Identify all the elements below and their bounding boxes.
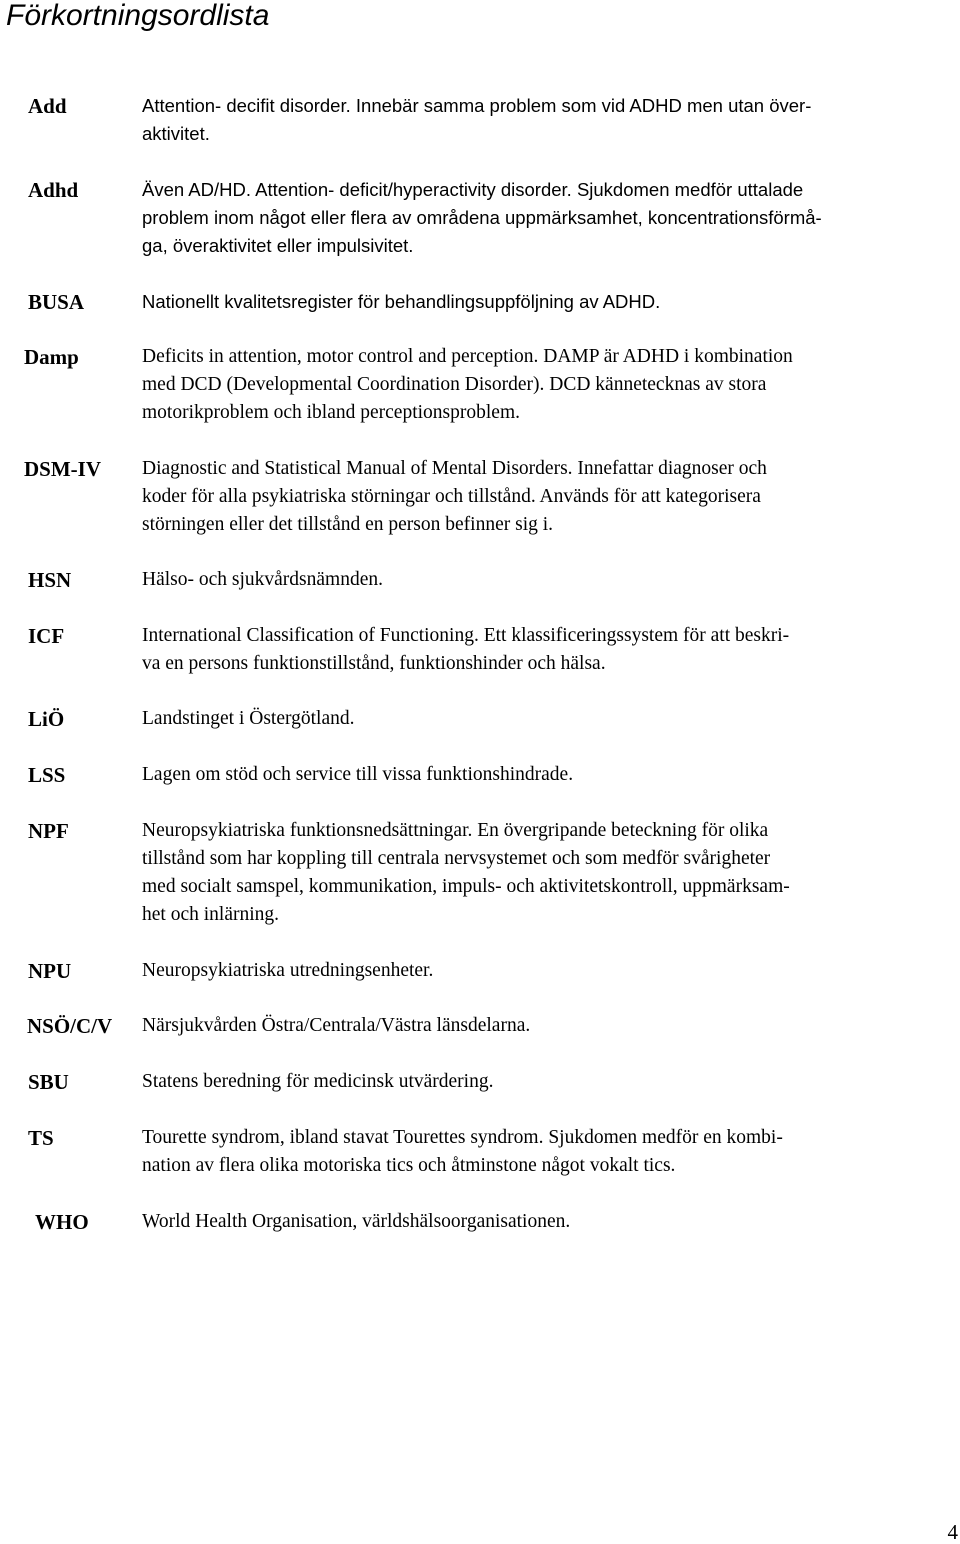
definition-line: motorikproblem och ibland perceptionsproblem.: [142, 402, 520, 423]
term-damp: Damp: [24, 345, 79, 369]
definition-line: International Classification of Functioning. Ett klassificeringssystem för att beskri-: [142, 625, 790, 646]
definition-line: Landstinget i Östergötland.: [142, 708, 355, 729]
definition-line: med DCD (Developmental Coordination Disorder). DCD kännetecknas av stora: [142, 374, 767, 395]
term-hsn: HSN: [28, 568, 72, 592]
definition-npu: [142, 957, 958, 985]
definition-line: Attention- decifit disorder. Innebär samma problem som vid ADHD men utan över-: [142, 95, 812, 116]
definition-line: ga, överaktivitet eller impulsivitet.: [142, 235, 414, 256]
term-npf: NPF: [28, 819, 69, 843]
definition-line: koder för alla psykiatriska störningar och tillstånd. Används för att kategorisera: [142, 486, 761, 507]
definition-line: störningen eller det tillstånd en person befinner sig i.: [142, 514, 554, 535]
term-adhd: Adhd: [28, 178, 79, 202]
definition-line: Hälso- och sjukvårdsnämnden.: [142, 569, 383, 590]
term-nso-c-v: NSÖ/C/V: [27, 1014, 113, 1038]
term-lio: LiÖ: [28, 707, 65, 731]
definition-who: [142, 1208, 958, 1236]
term-icf: ICF: [28, 624, 65, 648]
definition-line: med socialt samspel, kommunikation, impuls- och aktivitetskontroll, uppmärksam-: [142, 876, 790, 897]
definition-busa: [142, 288, 958, 316]
term-ts: TS: [28, 1126, 54, 1150]
definition-dsm-iv: [142, 455, 958, 539]
page-title: Förkortningsordlista: [6, 0, 270, 32]
definition-adhd: [142, 176, 958, 260]
definition-line: het och inlärning.: [142, 904, 280, 925]
definition-line: Diagnostic and Statistical Manual of Mental Disorders. Innefattar diagnoser och: [142, 458, 767, 479]
definition-hsn: [142, 566, 958, 594]
definition-line: Tourette syndrom, ibland stavat Tourettes syndrom. Sjukdomen medför en kombi-: [142, 1127, 783, 1148]
term-sbu: SBU: [28, 1070, 69, 1094]
term-dsm-iv: DSM-IV: [24, 457, 101, 481]
definition-sbu: [142, 1068, 958, 1096]
definition-line: Deficits in attention, motor control and perception. DAMP är ADHD i kombination: [142, 346, 793, 367]
definition-line: Nationellt kvalitetsregister för behandlingsuppföljning av ADHD.: [142, 291, 661, 312]
definition-line: Närsjukvården Östra/Centrala/Västra länsdelarna.: [142, 1015, 531, 1036]
definition-line: tillstånd som har koppling till centrala nervsystemet och som medför svårigheter: [142, 848, 771, 869]
definition-line: Neuropsykiatriska funktionsnedsättningar. En övergripande beteckning för olika: [142, 820, 769, 841]
definition-line: Neuropsykiatriska utredningsenheter.: [142, 960, 434, 981]
term-lss: LSS: [28, 763, 66, 787]
definition-add: [142, 92, 958, 148]
definition-damp: [142, 343, 958, 427]
definition-icf: [142, 622, 958, 678]
definition-ts: [142, 1124, 958, 1180]
term-who: WHO: [35, 1210, 89, 1234]
definition-line: World Health Organisation, världshälsoorganisationen.: [142, 1211, 571, 1232]
term-add: Add: [28, 94, 67, 118]
definition-line: problem inom något eller flera av områdena uppmärksamhet, koncentrationsförmå-: [142, 207, 822, 228]
definition-line: Lagen om stöd och service till vissa funktionshindrade.: [142, 764, 574, 785]
definition-line: nation av flera olika motoriska tics och åtminstone något vokalt tics.: [142, 1155, 676, 1176]
definition-line: va en persons funktionstillstånd, funktionshinder och hälsa.: [142, 653, 606, 674]
definition-npf: [142, 817, 958, 929]
definition-lio: [142, 705, 958, 733]
term-busa: BUSA: [28, 290, 85, 314]
definition-lss: [142, 761, 958, 789]
term-npu: NPU: [28, 959, 72, 983]
definition-line: Även AD/HD. Attention- deficit/hyperactivity disorder. Sjukdomen medför uttalade: [142, 179, 804, 200]
definition-line: aktivitet.: [142, 123, 210, 144]
definition-line: Statens beredning för medicinsk utvärdering.: [142, 1071, 494, 1092]
page-number: 4: [947, 1520, 958, 1544]
definition-nso-c-v: [142, 1012, 958, 1040]
